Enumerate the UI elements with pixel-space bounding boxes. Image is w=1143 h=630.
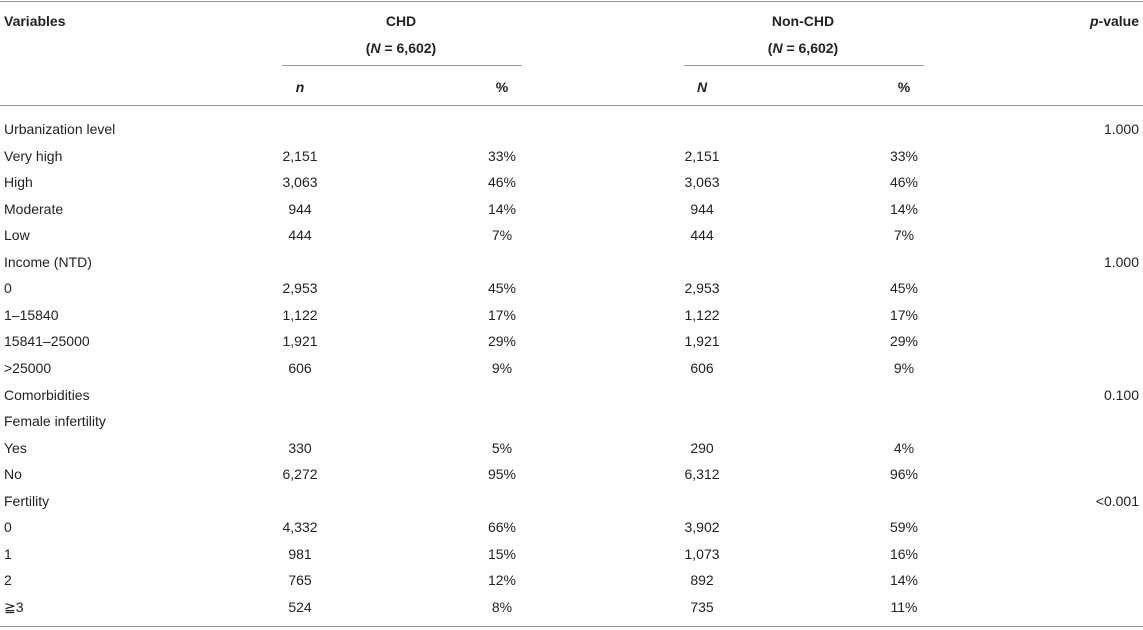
nonchd-percent: 17% — [889, 307, 919, 323]
chd-count: 330 — [288, 440, 312, 456]
chd-count: 944 — [288, 201, 312, 217]
chd-count: 4,332 — [282, 519, 318, 535]
nonchd-percent: 11% — [890, 599, 918, 615]
header-variables: Variables — [4, 13, 66, 29]
row-label: Very high — [4, 148, 63, 164]
chd-percent: 17% — [487, 307, 517, 323]
chd-count: 765 — [288, 572, 312, 588]
chd-count: 2,953 — [282, 280, 318, 296]
chd-percent: 8% — [491, 599, 513, 615]
nonchd-percent: 45% — [889, 280, 919, 296]
nonchd-percent: 9% — [893, 360, 915, 376]
nonchd-count: 290 — [690, 440, 714, 456]
header-group-nonchd-n: (N = 6,602) — [767, 40, 839, 56]
row-label: Low — [4, 227, 30, 243]
chd-percent: 46% — [487, 174, 517, 190]
row-label: >25000 — [4, 360, 52, 376]
nonchd-count: 735 — [690, 599, 714, 615]
nonchd-percent: 7% — [893, 227, 915, 243]
subheader-chd-count: n — [295, 79, 305, 95]
nonchd-percent: 96% — [889, 466, 919, 482]
chd-percent: 66% — [487, 519, 517, 535]
subheader-nonchd-count: N — [696, 79, 708, 95]
chd-percent: 95% — [487, 466, 517, 482]
chd-count: 981 — [288, 546, 312, 562]
chd-percent: 7% — [491, 227, 513, 243]
nonchd-count: 3,063 — [684, 174, 720, 190]
nonchd-percent: 14% — [889, 201, 919, 217]
nonchd-count: 6,312 — [684, 466, 720, 482]
p-value: 1.000 — [1103, 254, 1139, 270]
chd-count: 3,063 — [282, 174, 318, 190]
nonchd-percent: 4% — [893, 440, 915, 456]
nonchd-count: 2,953 — [684, 280, 720, 296]
header-bottom-rule — [0, 105, 1143, 106]
chd-percent: 9% — [491, 360, 513, 376]
row-label: 15841–25000 — [4, 333, 90, 349]
nonchd-count: 1,122 — [684, 307, 720, 323]
chd-count: 524 — [288, 599, 312, 615]
nonchd-count: 2,151 — [684, 148, 720, 164]
header-group-chd: CHD — [385, 13, 417, 29]
row-label: 0 — [4, 280, 12, 296]
chd-count: 1,921 — [282, 333, 318, 349]
chd-percent: 14% — [487, 201, 517, 217]
chd-percent: 29% — [487, 333, 517, 349]
chd-percent: 5% — [491, 440, 513, 456]
subheader-nonchd-pct: % — [897, 79, 911, 95]
row-label: Yes — [4, 440, 27, 456]
group-chd-rule — [282, 65, 522, 66]
subheader-chd-pct: % — [495, 79, 509, 95]
nonchd-percent: 46% — [889, 174, 919, 190]
chd-percent: 15% — [487, 546, 517, 562]
nonchd-count: 1,073 — [684, 546, 720, 562]
row-label: Comorbidities — [4, 387, 90, 403]
nonchd-count: 944 — [690, 201, 714, 217]
nonchd-count: 1,921 — [684, 333, 720, 349]
nonchd-percent: 29% — [889, 333, 919, 349]
nonchd-percent: 14% — [889, 572, 919, 588]
nonchd-percent: 16% — [889, 546, 919, 562]
row-label: 2 — [4, 572, 12, 588]
chd-percent: 12% — [487, 572, 517, 588]
p-value: 1.000 — [1103, 121, 1139, 137]
chd-percent: 33% — [487, 148, 517, 164]
chd-count: 444 — [288, 227, 312, 243]
nonchd-percent: 59% — [889, 519, 919, 535]
chd-count: 1,122 — [282, 307, 318, 323]
row-label: 1 — [4, 546, 12, 562]
nonchd-percent: 33% — [889, 148, 919, 164]
row-label: Income (NTD) — [4, 254, 92, 270]
chd-count: 6,272 — [282, 466, 318, 482]
row-label: Moderate — [4, 201, 64, 217]
row-label: ≧3 — [4, 599, 24, 615]
nonchd-count: 892 — [690, 572, 714, 588]
nonchd-count: 606 — [690, 360, 714, 376]
nonchd-count: 444 — [690, 227, 714, 243]
row-label: 1–15840 — [4, 307, 59, 323]
chd-percent: 45% — [487, 280, 517, 296]
chd-count: 2,151 — [282, 148, 318, 164]
group-nonchd-rule — [684, 65, 924, 66]
header-group-chd-n: (N = 6,602) — [365, 40, 437, 56]
row-label: Female infertility — [4, 413, 106, 429]
p-value: 0.100 — [1103, 387, 1139, 403]
row-label: No — [4, 466, 22, 482]
header-group-nonchd: Non-CHD — [771, 13, 835, 29]
top-rule — [0, 1, 1143, 2]
row-label: Fertility — [4, 493, 50, 509]
row-label: 0 — [4, 519, 12, 535]
header-pvalue: p-value — [1089, 13, 1139, 29]
chd-count: 606 — [288, 360, 312, 376]
bottom-rule — [0, 626, 1143, 627]
p-value: <0.001 — [1095, 493, 1139, 509]
row-label: High — [4, 174, 33, 190]
row-label: Urbanization level — [4, 121, 116, 137]
nonchd-count: 3,902 — [684, 519, 720, 535]
